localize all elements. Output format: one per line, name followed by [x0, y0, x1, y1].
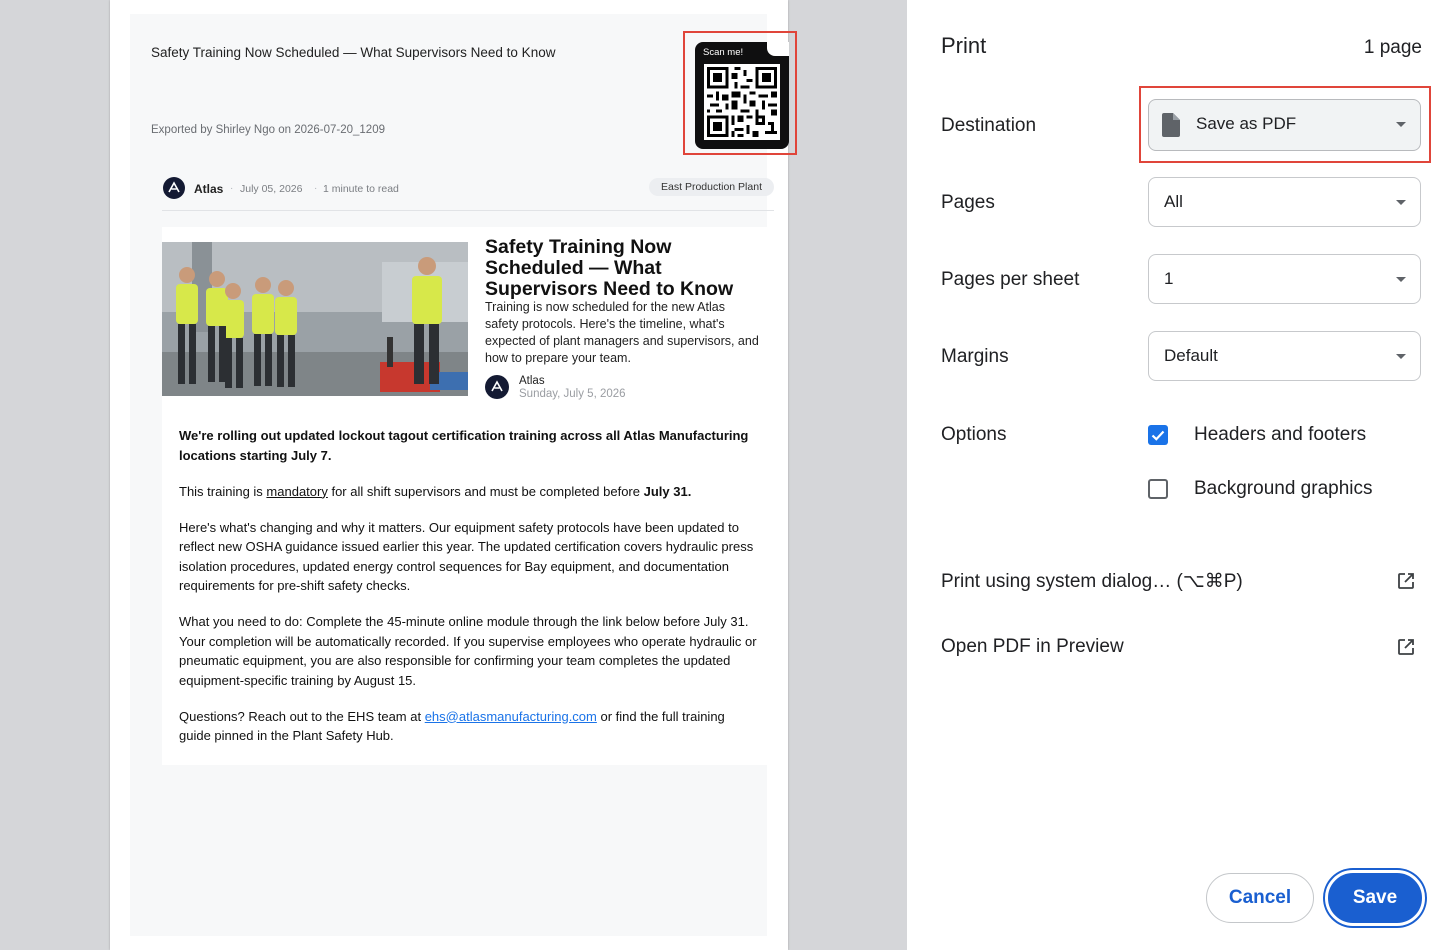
chevron-down-icon: [1396, 277, 1406, 282]
system-dialog-link[interactable]: Print using system dialog… (⌥⌘P): [941, 571, 1243, 592]
options-label: Options: [941, 424, 1007, 445]
pages-select[interactable]: [1148, 177, 1421, 227]
deadline-text: July 31.: [643, 483, 692, 499]
atlas-logo-icon: [485, 375, 509, 399]
article-card: [162, 227, 774, 765]
read-time: 1 minute to read: [323, 183, 399, 195]
pages-label: Pages: [941, 192, 995, 213]
external-link-icon[interactable]: [1396, 571, 1416, 591]
margins-value: Default: [1164, 346, 1218, 365]
save-button[interactable]: Save: [1325, 870, 1425, 926]
pages-per-sheet-select[interactable]: [1148, 254, 1421, 304]
article-description: Training is now scheduled for the new Atlas safety protocols. Here's the timeline, what's expected of plant managers and supervisors, and how to prepare your team.: [485, 300, 759, 365]
article-title: Safety Training Now Scheduled — What Supervisors Need to Know: [485, 236, 734, 300]
headers-footers-checkbox[interactable]: [1148, 425, 1168, 445]
margins-label: Margins: [941, 346, 1009, 367]
exported-by-text: Exported by Shirley Ngo on 2026-07-20_1209: [151, 124, 385, 136]
destination-select[interactable]: [1148, 99, 1421, 151]
qr-scan-label: Scan me!: [703, 47, 744, 58]
qr-code-icon: [704, 64, 780, 140]
byline-date: Sunday, July 5, 2026: [519, 388, 626, 400]
mandatory-text: mandatory: [266, 483, 328, 499]
pages-per-sheet-value: 1: [1164, 269, 1174, 288]
headers-footers-label[interactable]: Headers and footers: [1194, 424, 1367, 445]
background-graphics-label[interactable]: Background graphics: [1194, 478, 1373, 499]
author-name: Atlas: [194, 182, 224, 196]
atlas-logo-icon: [163, 177, 185, 199]
margins-select[interactable]: [1148, 331, 1421, 381]
page-count: 1 page: [1363, 37, 1422, 58]
preview-page: [110, 0, 788, 950]
article-paragraph: Here's what's changing and why it matters. Our equipment safety protocols have been updated to reflect new OSHA guidance issued earlier this year. The updated certification covers hydraulic press isolation procedures, updated energy control sequences for Bay equipment, and documentation requirements for pre-shift safety checks.: [179, 519, 754, 593]
article-body: [179, 426, 759, 762]
pages-per-sheet-label: Pages per sheet: [941, 269, 1080, 290]
pages-value: All: [1164, 192, 1183, 211]
external-link-icon[interactable]: [1396, 637, 1416, 657]
byline-author: Atlas: [519, 375, 545, 387]
page-content: [130, 14, 767, 936]
location-tag: East Production Plant: [649, 178, 774, 196]
ehs-email-link[interactable]: ehs@atlasmanufacturing.com: [424, 708, 597, 724]
print-settings-panel: [907, 0, 1440, 950]
article-paragraph: Questions? Reach out to the EHS team at ehs@atlasmanufacturing.com or find the full training guide pinned in the Plant Safety Hub.: [179, 708, 725, 743]
publish-date: July 05, 2026: [240, 183, 303, 195]
article-paragraph: What you need to do: Complete the 45-minute online module through the link below before July 31. Your completion will be automatically recorded. If you supervise employees who operate hydraulic or pneumatic equipment, you are also responsible for confirming your team completes the updated equipment-specific training by August 15.: [179, 614, 757, 688]
destination-value: Save as PDF: [1196, 114, 1297, 133]
article-meta-row: Atlas · July 05, 2026 · 1 minute to read East Production Plant: [162, 175, 774, 211]
checkmark-icon: [1148, 425, 1168, 445]
article-paragraph: This training is mandatory for all shift supervisors and must be completed before July 31.: [179, 483, 692, 499]
open-pdf-preview-link[interactable]: Open PDF in Preview: [941, 636, 1124, 657]
chevron-down-icon: [1396, 200, 1406, 205]
destination-label: Destination: [941, 115, 1037, 136]
page-header-title: Safety Training Now Scheduled — What Supervisors Need to Know: [151, 45, 556, 60]
cancel-button[interactable]: Cancel: [1206, 873, 1314, 923]
qr-card: [695, 42, 789, 149]
chevron-down-icon: [1396, 354, 1406, 359]
hero-image: [162, 242, 468, 396]
chevron-down-icon: [1396, 122, 1406, 127]
document-icon: [1162, 113, 1180, 137]
qr-code-highlight: [683, 31, 797, 155]
print-title: Print: [941, 33, 987, 58]
article-lead: We're rolling out updated lockout tagout certification training across all Atlas Manufacturing locations starting July 7.: [179, 428, 749, 463]
background-graphics-checkbox[interactable]: [1148, 479, 1168, 499]
